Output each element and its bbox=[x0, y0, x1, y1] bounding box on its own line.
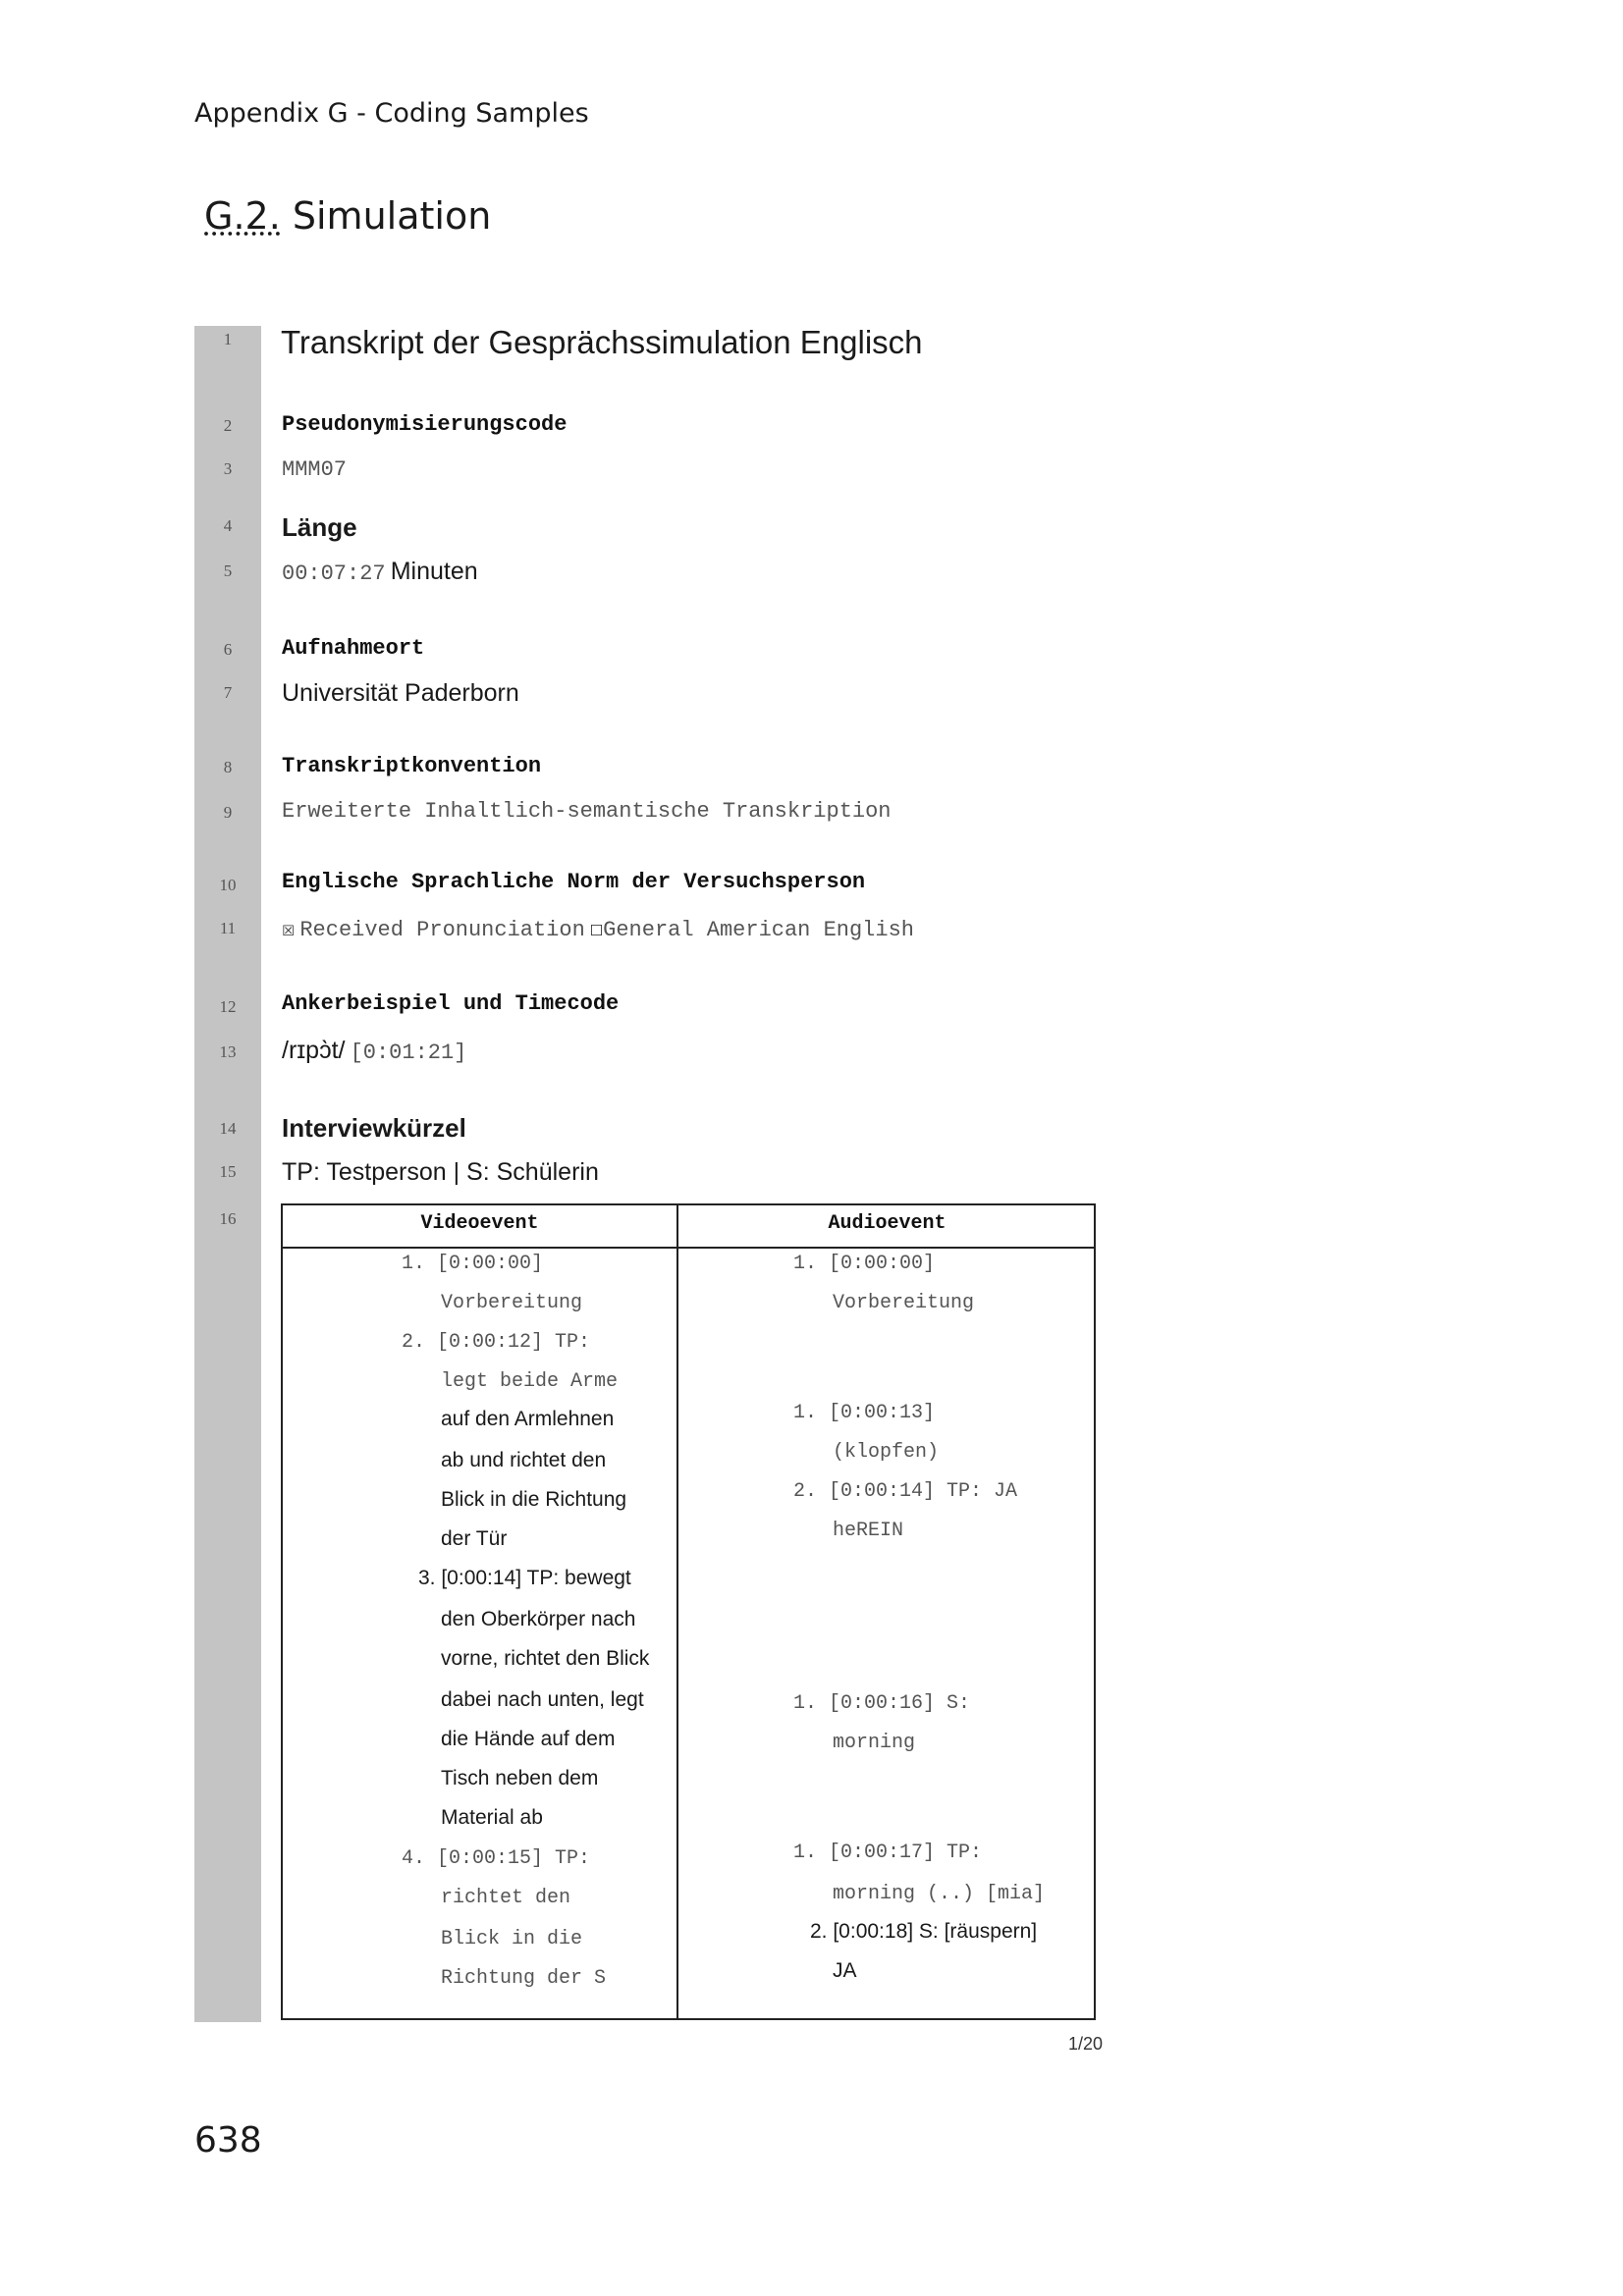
audio-line: (klopfen) bbox=[833, 1441, 940, 1464]
video-line: den Oberkörper nach bbox=[441, 1608, 636, 1630]
line-number: 14 bbox=[219, 1119, 237, 1138]
video-line: 3. [0:00:14] TP: bewegt bbox=[418, 1567, 631, 1589]
video-line: die Hände auf dem bbox=[441, 1728, 616, 1750]
video-line: Richtung der S bbox=[441, 1967, 607, 1990]
line-number: 13 bbox=[219, 1042, 237, 1061]
video-line: Vorbereitung bbox=[441, 1292, 583, 1314]
length-unit: Minuten bbox=[390, 558, 478, 585]
video-line: Material ab bbox=[441, 1806, 543, 1829]
convention-label: Transkriptkonvention bbox=[282, 754, 542, 778]
line-number: 6 bbox=[223, 640, 233, 659]
line-number: 1 bbox=[223, 330, 233, 348]
audio-line: 1. [0:00:17] TP: bbox=[793, 1842, 983, 1864]
shortcuts-label: Interviewkürzel bbox=[282, 1113, 466, 1143]
line-number: 7 bbox=[223, 683, 233, 702]
pseudonym-value: MMM07 bbox=[282, 457, 348, 482]
line-number: 2 bbox=[223, 416, 233, 435]
video-column-header: Videoevent bbox=[420, 1212, 539, 1235]
running-header: Appendix G - Coding Samples bbox=[194, 98, 589, 129]
pseudonym-label: Pseudonymisierungscode bbox=[282, 412, 568, 437]
anchor-ipa: /rɪpɔ̀t/ bbox=[282, 1037, 346, 1064]
audio-line: 2. [0:00:18] S: [räuspern] bbox=[810, 1920, 1038, 1943]
audio-line: Vorbereitung bbox=[833, 1292, 975, 1314]
section-title bbox=[204, 194, 491, 238]
audio-line: 1. [0:00:00] bbox=[793, 1253, 936, 1275]
convention-value: Erweiterte Inhaltlich-semantische Transkription bbox=[282, 799, 892, 824]
video-line: Blick in die Richtung bbox=[441, 1488, 627, 1511]
norm-options bbox=[282, 917, 914, 942]
video-line: der Tür bbox=[441, 1527, 508, 1550]
norm-label: Englische Sprachliche Norm der Versuchsperson bbox=[282, 870, 866, 894]
shortcuts-value: TP: Testperson | S: Schülerin bbox=[282, 1158, 599, 1186]
video-line: richtet den bbox=[441, 1887, 571, 1909]
line-number: 11 bbox=[219, 919, 237, 937]
line-number: 12 bbox=[219, 997, 237, 1016]
audio-line: morning bbox=[833, 1732, 916, 1754]
audio-column-header: Audioevent bbox=[828, 1212, 947, 1235]
video-line: legt beide Arme bbox=[441, 1370, 619, 1393]
audio-line: JA bbox=[833, 1959, 857, 1982]
column-divider bbox=[676, 1205, 678, 2018]
norm-option-ga: General American English bbox=[603, 918, 914, 942]
section-name: Simulation bbox=[292, 194, 492, 238]
transcript-page-counter: 1/20 bbox=[1068, 2034, 1104, 2054]
page-number: 638 bbox=[194, 2120, 262, 2161]
line-number: 10 bbox=[219, 876, 237, 894]
video-line: Tisch neben dem bbox=[441, 1767, 599, 1789]
video-line: 4. [0:00:15] TP: bbox=[402, 1847, 591, 1870]
video-line: 2. [0:00:12] TP: bbox=[402, 1331, 591, 1354]
video-line: Blick in die bbox=[441, 1928, 583, 1950]
anchor-label: Ankerbeispiel und Timecode bbox=[282, 991, 620, 1016]
transcript-title: Transkript der Gesprächssimulation Englisch bbox=[281, 324, 923, 360]
header-divider bbox=[283, 1247, 1094, 1249]
line-number: 16 bbox=[219, 1209, 237, 1228]
video-line: dabei nach unten, legt bbox=[441, 1688, 644, 1711]
length-value bbox=[282, 558, 478, 586]
location-value: Universität Paderborn bbox=[282, 679, 519, 707]
line-number: 5 bbox=[223, 561, 233, 580]
checked-box-icon: ☒ bbox=[282, 918, 296, 942]
video-line: ab und richtet den bbox=[441, 1449, 607, 1471]
length-time: 00:07:27 bbox=[282, 561, 386, 586]
audio-line: heREIN bbox=[833, 1520, 904, 1542]
norm-option-rp: Received Pronunciation bbox=[299, 918, 585, 942]
audio-line: morning (..) [mia] bbox=[833, 1883, 1046, 1905]
anchor-value bbox=[282, 1037, 466, 1065]
location-label: Aufnahmeort bbox=[282, 636, 425, 661]
line-number: 3 bbox=[223, 459, 233, 478]
section-number: G.2. bbox=[204, 194, 281, 238]
video-line: 1. [0:00:00] bbox=[402, 1253, 544, 1275]
audio-line: 2. [0:00:14] TP: JA bbox=[793, 1480, 1018, 1503]
length-label: Länge bbox=[282, 512, 357, 542]
audio-line: 1. [0:00:16] S: bbox=[793, 1692, 971, 1715]
line-number: 8 bbox=[223, 758, 233, 776]
video-line: vorne, richtet den Blick bbox=[441, 1647, 650, 1670]
unchecked-box-icon: ☐ bbox=[589, 918, 604, 942]
anchor-timecode: [0:01:21] bbox=[350, 1041, 467, 1065]
line-number: 4 bbox=[223, 516, 233, 535]
line-number: 15 bbox=[219, 1162, 237, 1181]
audio-line: 1. [0:00:13] bbox=[793, 1402, 936, 1424]
video-line: auf den Armlehnen bbox=[441, 1408, 615, 1430]
line-number: 9 bbox=[223, 803, 233, 822]
event-table bbox=[281, 1203, 1096, 2020]
